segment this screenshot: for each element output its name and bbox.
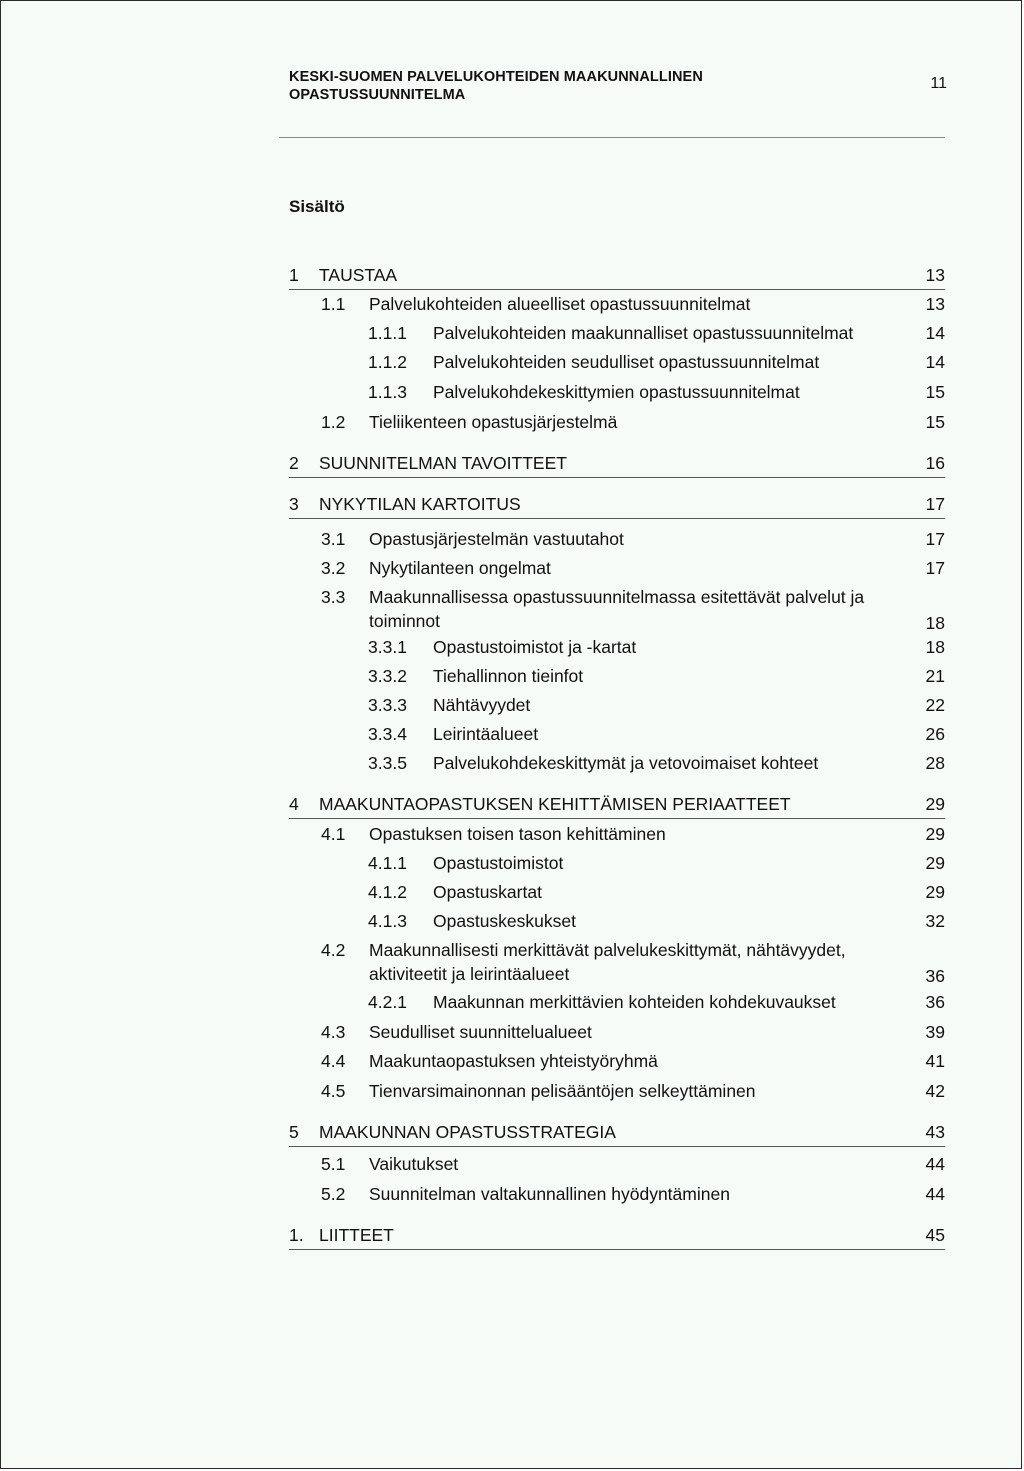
toc-page: 16 <box>925 453 945 473</box>
toc-text: Maakunnan merkittävien kohteiden kohdekuvaukset <box>433 992 836 1012</box>
toc-text: Palvelukohdekeskittymät ja vetovoimaiset kohteet <box>433 753 819 773</box>
toc-number: 4.1 <box>321 824 346 844</box>
toc-page: 29 <box>925 824 945 844</box>
toc-section <box>321 410 945 434</box>
toc-text: Opastuskartat <box>433 882 542 902</box>
toc-page: 22 <box>925 695 945 715</box>
toc-page: 29 <box>925 794 945 814</box>
toc-number: 3.2 <box>321 558 346 578</box>
toc-number: 5.2 <box>321 1184 346 1204</box>
toc-section <box>321 1020 945 1044</box>
toc-text: Palvelukohteiden maakunnalliset opastussuunnitelmat <box>433 323 854 343</box>
toc-number: 4.1.3 <box>368 911 407 931</box>
toc-subsection <box>368 693 945 717</box>
toc-number: 4.3 <box>321 1022 346 1042</box>
toc-number: 2 <box>289 453 299 473</box>
toc-page: 26 <box>925 724 945 744</box>
toc-text: MAAKUNNAN OPASTUSSTRATEGIA <box>319 1122 616 1142</box>
toc-number: 3.3.5 <box>368 753 407 773</box>
toc-page: 15 <box>925 412 945 432</box>
toc-subsection <box>368 664 945 688</box>
toc-text: Palvelukohteiden seudulliset opastussuunnitelmat <box>433 352 820 372</box>
toc-page: 21 <box>925 666 945 686</box>
toc-page: 29 <box>925 882 945 902</box>
toc-section <box>321 938 945 988</box>
toc-page: 18 <box>925 637 945 657</box>
toc-section <box>321 292 945 316</box>
toc-number: 4.2 <box>321 940 346 960</box>
toc-subsection <box>368 851 945 875</box>
toc-page: 17 <box>925 529 945 549</box>
toc-page: 13 <box>925 294 945 314</box>
toc-number: 3.3.2 <box>368 666 407 686</box>
toc-text: Vaikutukset <box>369 1154 459 1174</box>
toc-chapter <box>289 492 945 519</box>
toc-number: 3.3.1 <box>368 637 407 657</box>
toc-page: 29 <box>925 853 945 873</box>
toc-chapter <box>289 451 945 478</box>
toc-section <box>321 1152 945 1176</box>
toc-text: Opastuskeskukset <box>433 911 576 931</box>
toc-subsection <box>368 909 945 933</box>
toc-page: 36 <box>925 966 945 986</box>
toc-number: 3.3.3 <box>368 695 407 715</box>
toc-page: 44 <box>925 1184 945 1204</box>
toc-text: Opastuksen toisen tason kehittäminen <box>369 824 666 844</box>
toc-text: TAUSTAA <box>319 265 398 285</box>
toc-subsection <box>368 990 945 1014</box>
toc-subsection <box>368 635 945 659</box>
toc-number: 4.2.1 <box>368 992 407 1012</box>
toc-number: 1.2 <box>321 412 346 432</box>
toc-chapter <box>289 1120 945 1147</box>
toc-number: 4.1.2 <box>368 882 407 902</box>
toc-text: Seudulliset suunnittelualueet <box>369 1022 592 1042</box>
toc-page: 17 <box>925 558 945 578</box>
toc-number: 4.5 <box>321 1081 346 1101</box>
toc-text: LIITTEET <box>319 1225 394 1245</box>
toc-number: 1.1 <box>321 294 346 314</box>
toc-text: Nykytilanteen ongelmat <box>369 558 551 578</box>
toc-title: Sisältö <box>289 197 345 216</box>
header-title-line-1: KESKI-SUOMEN PALVELUKOHTEIDEN MAAKUNNALLINEN <box>289 69 703 85</box>
header-page-number: 11 <box>930 75 947 92</box>
toc-text: Tieliikenteen opastusjärjestelmä <box>369 412 618 432</box>
toc-page: 45 <box>925 1225 945 1245</box>
toc-page: 28 <box>925 753 945 773</box>
toc-page: 17 <box>925 494 945 514</box>
toc-text: Maakunnallisesti merkittävät palvelukeskittymät, nähtävyydet, aktiviteetit ja leirintäalueet <box>369 940 846 984</box>
toc-text: NYKYTILAN KARTOITUS <box>319 494 521 514</box>
toc-text: Opastusjärjestelmän vastuutahot <box>369 529 624 549</box>
toc-number: 3.3.4 <box>368 724 407 744</box>
toc-text: Maakuntaopastuksen yhteistyöryhmä <box>369 1051 658 1071</box>
toc-text: Nähtävyydet <box>433 695 531 715</box>
running-header <box>289 68 945 104</box>
toc-page: 39 <box>925 1022 945 1042</box>
toc-text: Tiehallinnon tieinfot <box>433 666 584 686</box>
toc-page: 42 <box>925 1081 945 1101</box>
toc-subsection <box>368 880 945 904</box>
toc-text: MAAKUNTAOPASTUKSEN KEHITTÄMISEN PERIAATTEET <box>319 794 791 814</box>
toc-page: 36 <box>925 992 945 1012</box>
toc-chapter <box>289 1223 945 1250</box>
toc-page: 18 <box>925 613 945 633</box>
toc-text: Leirintäalueet <box>433 724 539 744</box>
toc-page: 14 <box>925 352 945 372</box>
toc-page: 44 <box>925 1154 945 1174</box>
toc-text: Tienvarsimainonnan pelisääntöjen selkeyttäminen <box>369 1081 756 1101</box>
toc-number: 4 <box>289 794 299 814</box>
toc-text: Palvelukohdekeskittymien opastussuunnitelmat <box>433 382 800 402</box>
toc-subsection <box>368 751 945 775</box>
toc-page: 15 <box>925 382 945 402</box>
toc-section <box>321 527 945 551</box>
toc-number: 1.1.2 <box>368 352 407 372</box>
header-divider <box>279 137 945 138</box>
toc-number: 3.1 <box>321 529 346 549</box>
header-title-line-2: OPASTUSSUUNNITELMA <box>289 87 466 103</box>
toc-text: Palvelukohteiden alueelliset opastussuunnitelmat <box>369 294 751 314</box>
toc-subsection <box>368 380 945 404</box>
toc-page: 14 <box>925 323 945 343</box>
toc-number: 4.1.1 <box>368 853 407 873</box>
toc-section <box>321 585 945 635</box>
toc-page: 32 <box>925 911 945 931</box>
toc-page: 13 <box>925 265 945 285</box>
toc-text: Maakunnallisessa opastussuunnitelmassa esitettävät palvelut ja toiminnot <box>369 587 865 631</box>
toc-number: 3 <box>289 494 299 514</box>
toc-section <box>321 1079 945 1103</box>
toc-chapter <box>289 263 945 290</box>
toc-number: 1.1.1 <box>368 323 407 343</box>
toc-section <box>321 822 945 846</box>
toc-number: 5 <box>289 1122 299 1142</box>
toc-text: SUUNNITELMAN TAVOITTEET <box>319 453 567 473</box>
toc-text: Opastustoimistot <box>433 853 564 873</box>
toc-section <box>321 1049 945 1073</box>
toc-number: 1.1.3 <box>368 382 407 402</box>
toc-number: 3.3 <box>321 587 346 607</box>
toc-subsection <box>368 350 945 374</box>
toc-page: 43 <box>925 1122 945 1142</box>
toc-text: Opastustoimistot ja -kartat <box>433 637 637 657</box>
toc-subsection <box>368 321 945 345</box>
toc-number: 5.1 <box>321 1154 346 1174</box>
toc-subsection <box>368 722 945 746</box>
toc-text: Suunnitelman valtakunnallinen hyödyntäminen <box>369 1184 730 1204</box>
toc-chapter <box>289 792 945 819</box>
toc-number: 4.4 <box>321 1051 346 1071</box>
toc-number: 1 <box>289 265 299 285</box>
toc-section <box>321 556 945 580</box>
toc-section <box>321 1182 945 1206</box>
toc-number: 1. <box>289 1225 304 1245</box>
toc-page: 41 <box>925 1051 945 1071</box>
